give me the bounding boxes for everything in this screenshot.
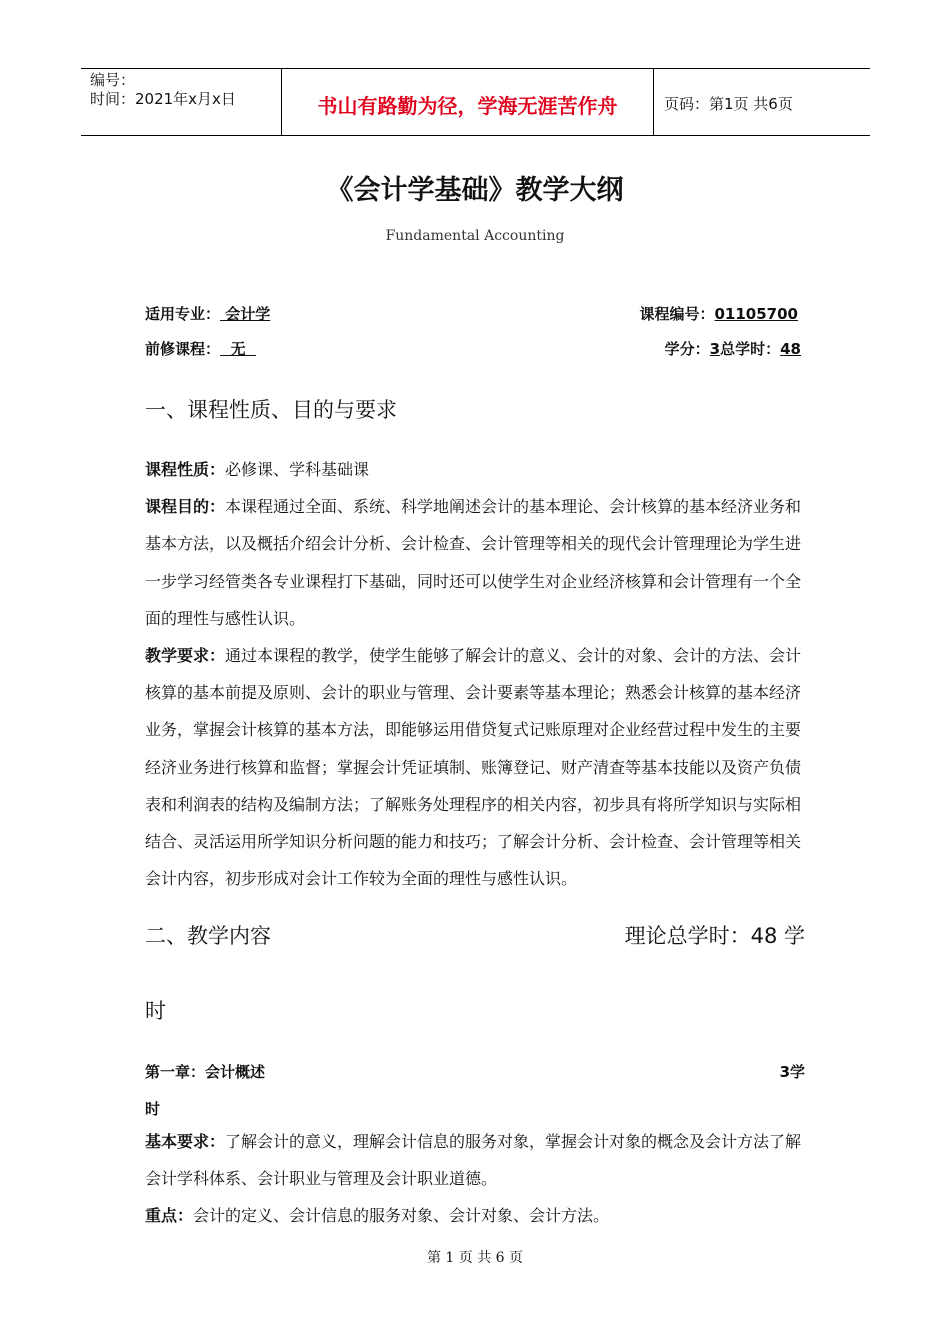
chapter-hours: 3学 [779,1063,805,1081]
page-title: 《会计学基础》教学大纲 [326,175,624,206]
basic-requirements-label: 基本要求： [145,1132,226,1151]
basic-requirements-text: 了解会计的意义，理解会计信息的服务对象，掌握会计对象的概念及会计方法了解会计学科体系、会计职业与管理及会计职业道德。 [145,1132,802,1189]
page-footer: 第 1 页 共 6 页 [426,1250,524,1266]
major-label: 适用专业： [145,305,221,323]
major-field [145,303,270,324]
section-heading: 二、教学内容 [145,924,271,948]
total-theory-hours-wrap: 时 [145,999,166,1023]
prereq-field [145,338,256,359]
credit-label: 学分： [664,340,710,358]
doc-number-label: 编号： [90,71,136,89]
course-code-label: 课程编号： [639,305,715,323]
basic-requirements-paragraph [145,1123,810,1197]
header-top-rule [81,68,870,69]
chapter-hours-wrap: 时 [145,1100,161,1118]
header-motto: 书山有路勤为径，学海无涯苦作舟 [317,94,618,118]
header-bottom-rule [81,135,870,136]
course-purpose-text: 本课程通过全面、系统、科学地阐述会计的基本理论、会计核算的基本经济业务和基本方法，以及概括介绍会计分析、会计检查、会计管理等相关的现代会计管理理论为学生进一步学习经管类各专业课程打下基础，同时还可以使学生对企业经济核算和会计管理有一个全面的理性与感性认识。 [145,497,802,628]
total-hours-value: 48 [780,340,801,358]
course-purpose-label: 课程目的： [145,497,226,517]
total-theory-hours: 理论总学时：48 学 [624,924,805,948]
section1-body [145,451,810,897]
course-nature-text: 必修课、学科基础课 [225,460,370,479]
header-divider [653,68,654,135]
credit-field [665,338,801,359]
teaching-requirements-text: 通过本课程的教学，使学生能够了解会计的意义、会计的对象、会计的方法、会计核算的基本前提及原则、会计的职业与管理、会计要素等基本理论；熟悉会计核算的基本经济业务，掌握会计核算的基本方法，即能够运用借贷复式记账原理对企业经营过程中发生的主要经济业务进行核算和监督；掌握会计凭证填制、账簿登记、财产清查等基本技能以及资产负债表和利润表的结构及编制方法；了解账务处理程序的相关内容，初步具有将所学知识与实际相结合、灵活运用所学知识分析问题的能力和技巧；了解会计分析、会计检查、会计管理等相关会计内容，初步形成对会计工作较为全面的理性与感性认识。 [145,646,802,889]
major-value: 会计学 [220,305,271,323]
course-purpose-paragraph [145,488,810,637]
course-code-value: 01105700 [714,305,798,323]
chapter-title: 第一章：会计概述 [145,1063,266,1081]
section-heading: 一、课程性质、目的与要求 [145,398,397,422]
doc-date: 时间：2021年x月x日 [90,90,236,108]
prereq-value: 无 [220,340,256,358]
page-subtitle: Fundamental Accounting [385,228,565,244]
course-nature-label: 课程性质： [145,460,226,479]
course-code-field [639,303,798,324]
header-page-info: 页码：第1页 共6页 [664,95,793,113]
total-hours-label: 总学时： [720,340,781,358]
key-points-paragraph [145,1197,810,1234]
chapter1-body [145,1123,810,1235]
key-points-text: 会计的定义、会计信息的服务对象、会计对象、会计方法。 [193,1206,610,1226]
teaching-requirements-label: 教学要求： [145,646,226,666]
course-nature-paragraph [145,451,810,488]
key-points-label: 重点： [145,1206,194,1226]
credit-value: 3 [709,340,721,358]
prereq-label: 前修课程： [145,340,221,358]
teaching-requirements-paragraph [145,637,810,897]
